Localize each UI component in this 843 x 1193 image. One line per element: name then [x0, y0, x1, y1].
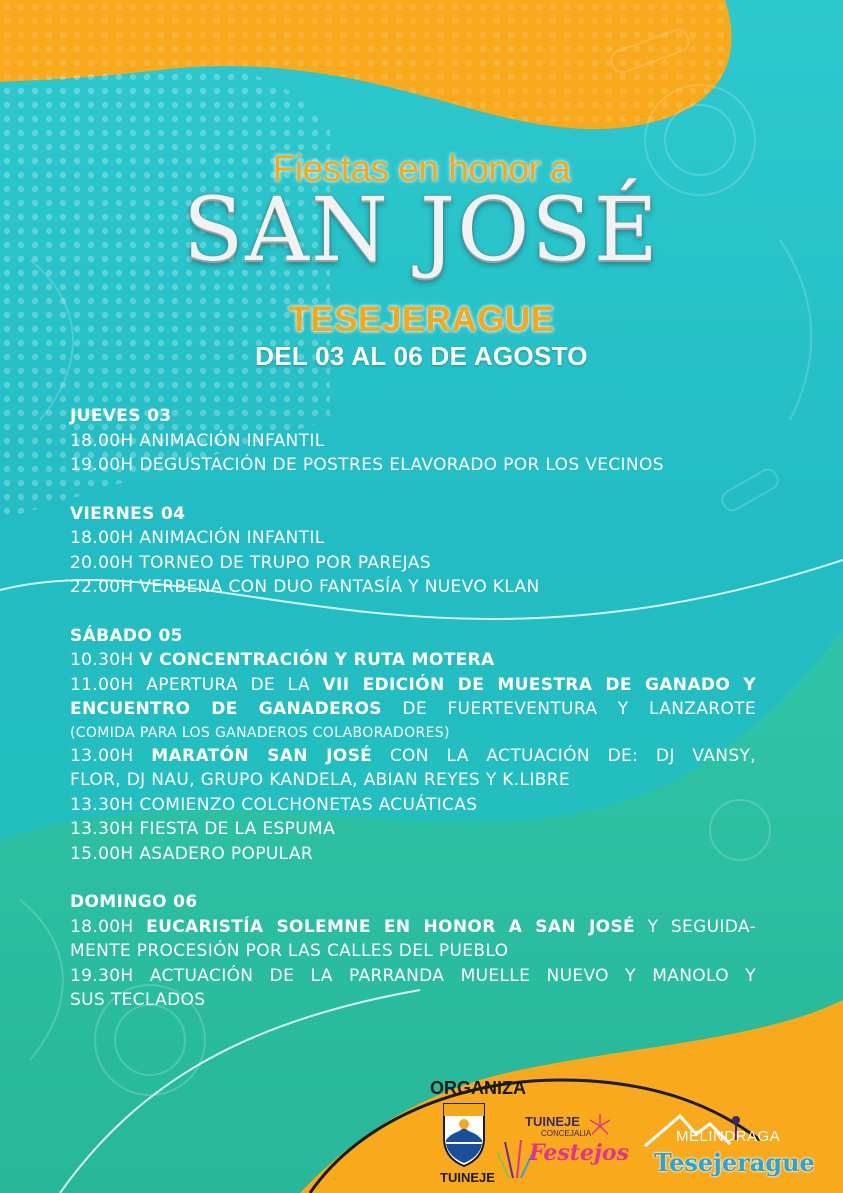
time: 10.30H	[70, 650, 134, 670]
activity: FIESTA DE LA ESPUMA	[139, 819, 336, 839]
time: 13.30H	[70, 819, 134, 839]
time: 13.00H	[70, 745, 134, 766]
day-block	[70, 624, 756, 867]
activity-highlight: MARATÓN SAN JOSÉ	[151, 745, 373, 766]
time: 18.00H	[70, 430, 134, 451]
coat-of-arms-icon	[434, 1100, 494, 1170]
time: 15.00H	[70, 843, 134, 864]
activity-highlight: V CONCENTRACIÓN Y RUTA MOTERA	[139, 650, 495, 670]
melindraga-logo	[640, 1110, 820, 1182]
activity: COMIENZO COLCHONETAS ACUÁTICAS	[139, 794, 478, 815]
schedule-line	[70, 526, 756, 551]
activity: CON LA ACTUACIÓN DE: DJ VANSY,	[389, 745, 756, 766]
schedule-line	[70, 551, 756, 576]
schedule-line	[70, 793, 756, 818]
tuineje-logo	[434, 1100, 494, 1185]
activity-highlight: VII EDICIÓN DE MUESTRA DE GANADO Y	[322, 674, 756, 695]
schedule-line	[70, 648, 756, 673]
schedule-line	[70, 575, 756, 600]
time: 22.00H	[70, 577, 134, 597]
time: 18.00H	[70, 916, 134, 937]
tuineje-text: TUINEJE	[440, 1170, 495, 1185]
place-name: TESEJERAGUE	[288, 300, 555, 339]
activity-highlight: ENCUENTRO DE GANADEROS	[70, 699, 382, 719]
activity: MENTE PROCESIÓN POR LAS CALLES DEL PUEBLO	[70, 941, 509, 961]
activity: DE FUERTEVENTURA Y LANZAROTE	[402, 699, 756, 719]
schedule-line	[70, 673, 756, 698]
schedule-line	[70, 915, 756, 940]
day-title: DOMINGO 06	[70, 892, 198, 912]
schedule-line	[70, 429, 756, 454]
program-schedule	[70, 404, 756, 1037]
schedule-line	[70, 453, 756, 478]
activity: TORNEO DE TRUPO POR PAREJAS	[139, 552, 431, 573]
fiestas-subtitle: Fiestas en honor a	[272, 148, 571, 189]
festejos-sub-text: CONCEJALIA	[541, 1129, 592, 1138]
festejos-main-text: Festejos	[529, 1140, 629, 1166]
schedule-line	[70, 964, 756, 989]
time: 13.30H	[70, 794, 134, 815]
activity: ACTUACIÓN DE LA PARRANDA MUELLE NUEVO Y MANOLO Y	[149, 965, 756, 986]
time: 20.00H	[70, 552, 134, 573]
tesejerague-text: Tesejerague	[654, 1148, 815, 1177]
melindraga-text: MELINDRAGA	[676, 1128, 781, 1145]
day-block	[70, 890, 756, 1013]
schedule-line	[70, 744, 756, 769]
day-title: SÁBADO 05	[70, 625, 183, 646]
time: 11.00H	[70, 674, 134, 695]
schedule-line	[70, 988, 756, 1013]
event-title: SAN JOSÉ	[183, 178, 660, 281]
organiza-label: ORGANIZA	[430, 1078, 526, 1098]
activity: FLOR, DJ NAU, GRUPO KANDELA, ABIAN REYES Y K.LIBRE	[70, 770, 571, 790]
activity: VERBENA CON DUO FANTASÍA Y NUEVO KLAN	[139, 577, 540, 597]
day-block	[70, 404, 756, 478]
activity: DEGUSTACIÓN DE POSTRES ELAVORADO POR LOS VECINOS	[139, 455, 664, 475]
schedule-line	[70, 939, 756, 964]
activity: ANIMACIÓN INFANTIL	[139, 430, 325, 451]
activity: ASADERO POPULAR	[139, 843, 314, 864]
schedule-line	[70, 842, 756, 867]
schedule-line	[70, 697, 756, 722]
schedule-note: (COMIDA PARA LOS GANADEROS COLABORADORES)	[70, 724, 450, 741]
day-block	[70, 502, 756, 600]
festejos-top-text: TUINEJE	[525, 1114, 580, 1129]
activity: ANIMACIÓN INFANTIL	[139, 528, 325, 548]
activity: Y SEGUIDA-	[647, 916, 756, 937]
date-range: DEL 03 AL 06 DE AGOSTO	[255, 341, 588, 371]
schedule-line	[70, 768, 756, 793]
time: 19.30H	[70, 965, 134, 986]
time: 19.00H	[70, 455, 134, 475]
day-title: JUEVES 03	[70, 406, 172, 426]
time: 18.00H	[70, 528, 134, 548]
activity: SUS TECLADOS	[70, 990, 206, 1010]
day-title: VIERNES 04	[70, 503, 186, 524]
schedule-line	[70, 817, 756, 842]
activity: APERTURA DE LA	[146, 674, 310, 695]
activity-highlight: EUCARISTÍA SOLEMNE EN HONOR A SAN JOSÉ	[146, 916, 636, 937]
festejos-logo	[495, 1112, 629, 1184]
